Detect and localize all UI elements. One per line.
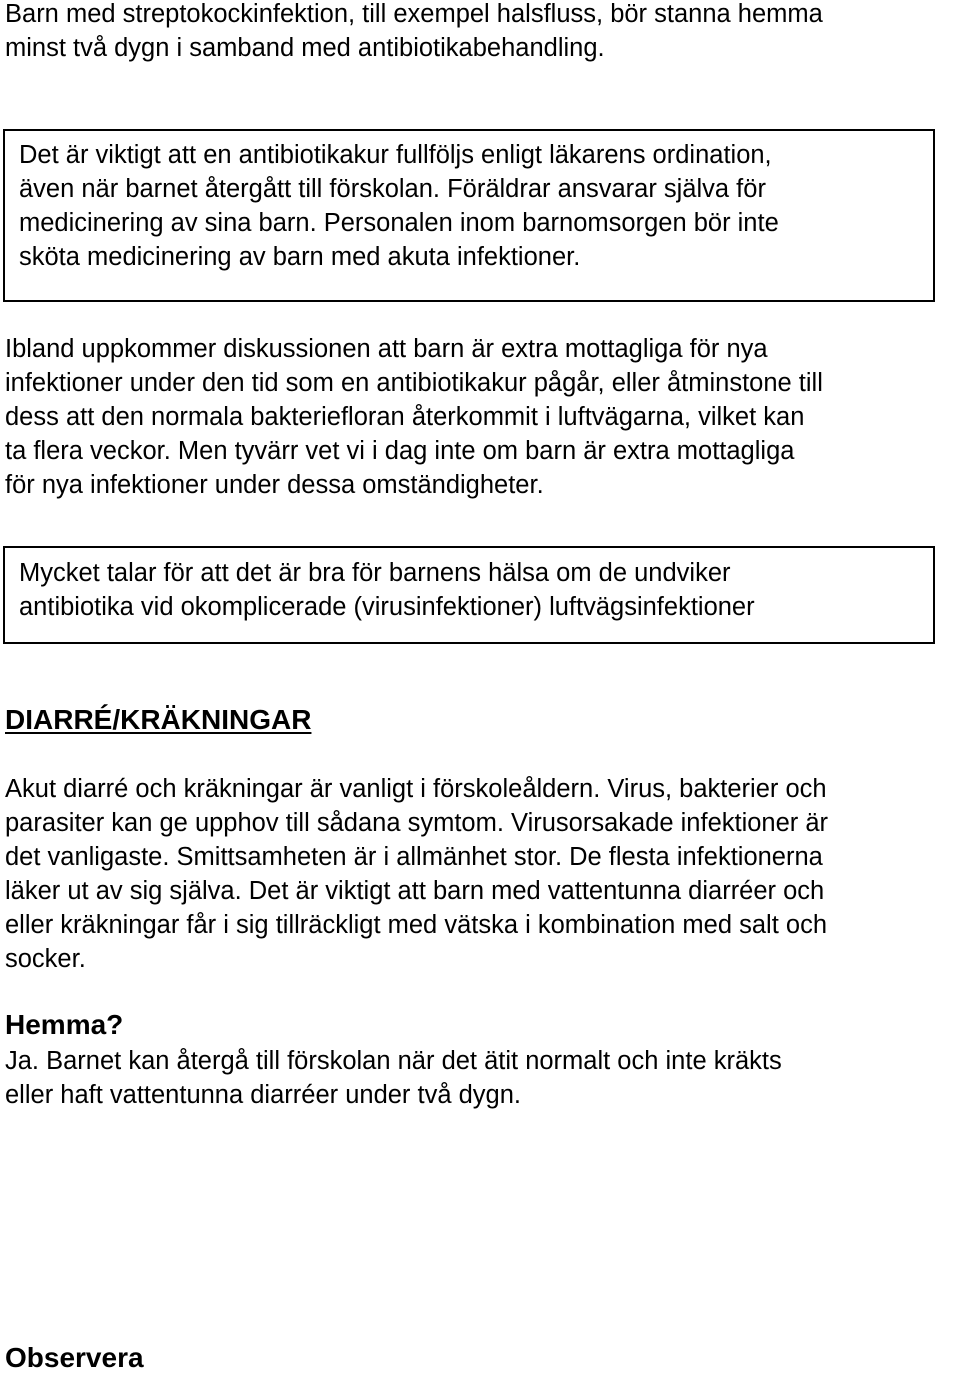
home-answer-paragraph (5, 1044, 782, 1112)
intro-line: Barn med streptokockinfektion, till exempel halsfluss, bör stanna hemma (5, 0, 823, 28)
paragraph-line: parasiter kan ge upphov till sådana symtom. Virusorsakade infektioner är (5, 809, 829, 837)
paragraph-line: Akut diarré och kräkningar är vanligt i förskoleåldern. Virus, bakterier och (5, 775, 827, 803)
note-line: Det är viktigt att en antibiotikakur fullföljs enligt läkarens ordination, (19, 141, 772, 169)
note-line: även när barnet återgått till förskolan. Föräldrar ansvarar själva för (19, 175, 766, 203)
paragraph-line: läker ut av sig själva. Det är viktigt att barn med vattentunna diarréer och (5, 877, 825, 905)
diarrhea-paragraph (5, 772, 828, 976)
paragraph-line: eller haft vattentunna diarréer under två dygn. (5, 1081, 521, 1109)
paragraph-line: socker. (5, 945, 86, 973)
paragraph-line: ta flera veckor. Men tyvärr vet vi i dag inte om barn är extra mottagliga (5, 437, 795, 465)
diarrhea-section-heading: DIARRÉ/KRÄKNINGAR (5, 704, 312, 735)
susceptibility-paragraph (5, 332, 823, 502)
avoid-antibiotics-note (5, 556, 933, 624)
note-line: sköta medicinering av barn med akuta infektioner. (19, 243, 581, 271)
paragraph-line: för nya infektioner under dessa omständigheter. (5, 471, 544, 499)
observe-heading: Observera (5, 1342, 144, 1373)
home-subheading: Hemma? (5, 1009, 124, 1040)
paragraph-line: dess att den normala bakteriefloran återkommit i luftvägarna, vilket kan (5, 403, 805, 431)
note-line: Mycket talar för att det är bra för barnens hälsa om de undviker (19, 559, 731, 587)
antibiotic-course-note-box (3, 129, 935, 302)
paragraph-line: det vanligaste. Smittsamheten är i allmänhet stor. De flesta infektionerna (5, 843, 823, 871)
paragraph-line: Ibland uppkommer diskussionen att barn är extra mottagliga för nya (5, 335, 768, 363)
paragraph-line: infektioner under den tid som en antibiotikakur pågår, eller åtminstone till (5, 369, 823, 397)
note-line: antibiotika vid okomplicerade (virusinfektioner) luftvägsinfektioner (19, 593, 755, 621)
intro-line: minst två dygn i samband med antibiotikabehandling. (5, 34, 605, 62)
paragraph-line: eller kräkningar får i sig tillräckligt med vätska i kombination med salt och (5, 911, 828, 939)
antibiotic-course-note (5, 138, 933, 274)
avoid-antibiotics-note-box (3, 546, 935, 644)
note-line: medicinering av sina barn. Personalen inom barnomsorgen bör inte (19, 209, 779, 237)
paragraph-line: Ja. Barnet kan återgå till förskolan när det ätit normalt och inte kräkts (5, 1047, 782, 1075)
intro-paragraph (5, 0, 823, 65)
